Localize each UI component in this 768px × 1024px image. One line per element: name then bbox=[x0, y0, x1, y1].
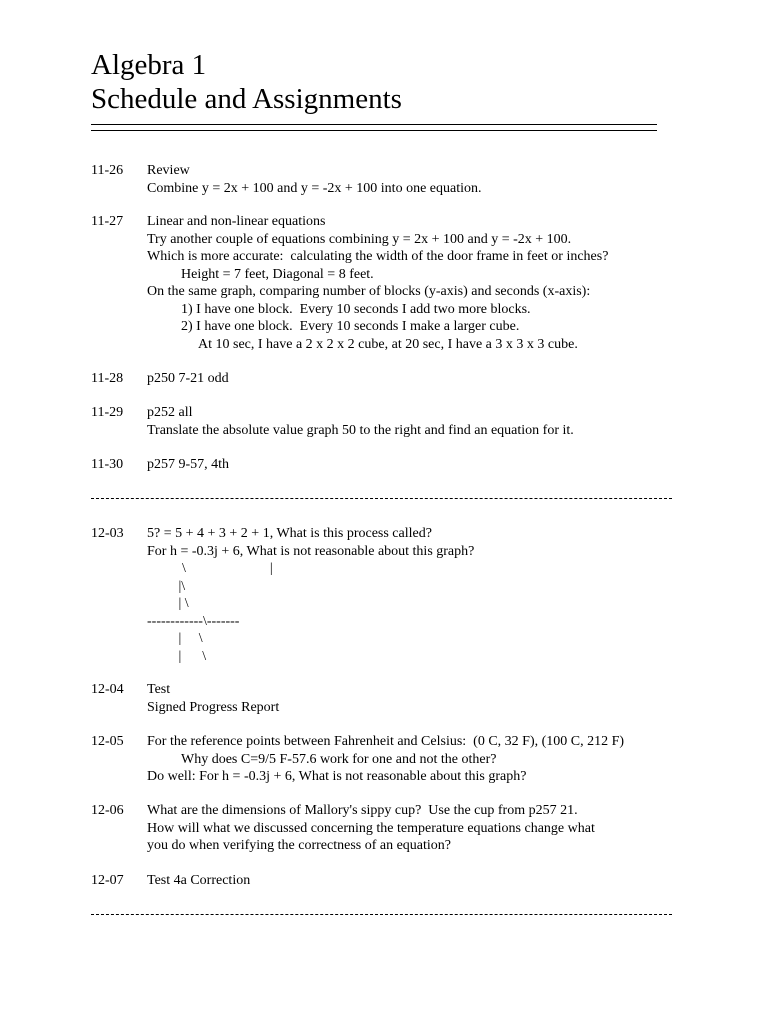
page-subtitle: Schedule and Assignments bbox=[91, 83, 402, 115]
entry-date: 11-27 bbox=[91, 214, 124, 229]
entry-line: Why does C=9/5 F-57.6 work for one and not the other? bbox=[181, 751, 497, 767]
entry-line: you do when verifying the correctness of an equation? bbox=[147, 838, 452, 853]
entry-line: How will what we discussed concerning the temperature equations change what bbox=[147, 820, 595, 836]
entry-date: 11-26 bbox=[91, 163, 124, 178]
schedule-entry-12-04 bbox=[91, 681, 691, 716]
entry-line: On the same graph, comparing number of blocks (y-axis) and seconds (x-axis): bbox=[147, 284, 591, 299]
entry-date: 12-07 bbox=[91, 873, 124, 888]
entry-line: Height = 7 feet, Diagonal = 8 feet. bbox=[181, 266, 374, 282]
entry-line: Which is more accurate: calculating the width of the door frame in feet or inches? bbox=[147, 249, 609, 264]
schedule-entry-12-05 bbox=[91, 733, 691, 786]
entry-line: 1) I have one block. Every 10 seconds I add two more blocks. bbox=[181, 301, 531, 317]
ascii-graph-line: | \ bbox=[147, 631, 203, 646]
entry-line: Linear and non-linear equations bbox=[147, 214, 326, 229]
schedule-entry-12-03 bbox=[91, 525, 691, 665]
schedule-entry-11-29 bbox=[91, 404, 691, 439]
entry-line: At 10 sec, I have a 2 x 2 x 2 cube, at 20 sec, I have a 3 x 3 x 3 cube. bbox=[198, 336, 578, 352]
entry-date: 12-05 bbox=[91, 734, 124, 749]
entry-line: Translate the absolute value graph 50 to the right and find an equation for it. bbox=[147, 422, 574, 438]
entry-line: 5? = 5 + 4 + 3 + 2 + 1, What is this process called? bbox=[147, 526, 432, 541]
entry-line: What are the dimensions of Mallory's sippy cup? Use the cup from p257 21. bbox=[147, 803, 578, 818]
ascii-graph-line: ------------\------- bbox=[147, 613, 240, 629]
schedule-entry-12-07 bbox=[91, 872, 691, 890]
entry-line: p257 9-57, 4th bbox=[147, 457, 230, 472]
entry-date: 12-06 bbox=[91, 803, 124, 818]
ascii-graph-line: | \ bbox=[147, 596, 189, 611]
schedule-entry-11-30 bbox=[91, 456, 691, 474]
entry-line: Review bbox=[147, 163, 190, 178]
entry-line: 2) I have one block. Every 10 seconds I make a larger cube. bbox=[181, 319, 520, 334]
entry-line: Test bbox=[147, 682, 171, 697]
entry-line: For the reference points between Fahrenheit and Celsius: (0 C, 32 F), (100 C, 212 F) bbox=[147, 734, 625, 749]
entry-line: Signed Progress Report bbox=[147, 699, 280, 715]
dashed-bottom-divider bbox=[91, 914, 672, 915]
entry-line: p250 7-21 odd bbox=[147, 371, 229, 386]
entry-line: Test 4a Correction bbox=[147, 873, 251, 888]
entry-line: Do well: For h = -0.3j + 6, What is not reasonable about this graph? bbox=[147, 769, 527, 784]
entry-line: p252 all bbox=[147, 405, 193, 420]
schedule-entry-11-26 bbox=[91, 162, 691, 197]
ascii-graph-line: \ | bbox=[147, 561, 273, 576]
entry-line: Try another couple of equations combining y = 2x + 100 and y = -2x + 100. bbox=[147, 231, 572, 247]
schedule-entry-11-28 bbox=[91, 370, 691, 388]
dashed-week-divider bbox=[91, 498, 672, 499]
schedule-entry-12-06 bbox=[91, 802, 691, 855]
course-title: Algebra 1 bbox=[91, 49, 207, 81]
entry-date: 11-30 bbox=[91, 457, 124, 472]
entry-line: For h = -0.3j + 6, What is not reasonable about this graph? bbox=[147, 543, 475, 559]
entry-line: Combine y = 2x + 100 and y = -2x + 100 into one equation. bbox=[147, 180, 482, 196]
entry-date: 11-29 bbox=[91, 405, 124, 420]
entry-date: 12-03 bbox=[91, 526, 124, 541]
schedule-entry-11-27 bbox=[91, 213, 691, 353]
ascii-graph-line: | \ bbox=[147, 648, 207, 664]
ascii-graph-line: |\ bbox=[147, 578, 186, 594]
double-rule-divider bbox=[91, 124, 657, 131]
entry-date: 12-04 bbox=[91, 682, 124, 697]
entry-date: 11-28 bbox=[91, 371, 124, 386]
